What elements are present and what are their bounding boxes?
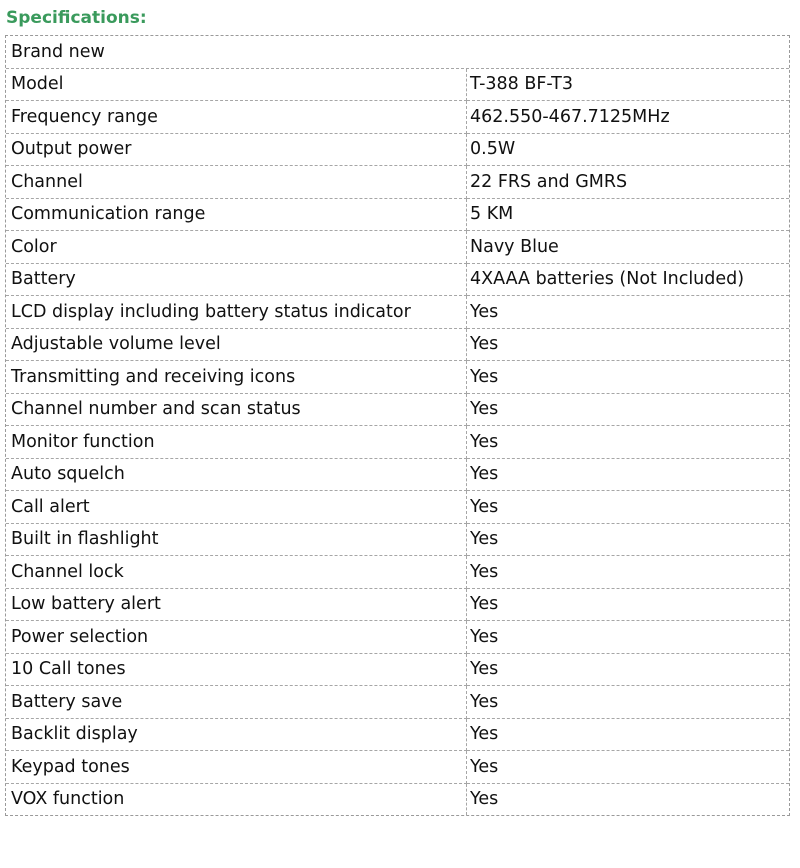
spec-row-value: 462.550-467.7125MHz xyxy=(467,101,789,134)
spec-row-value: Yes xyxy=(467,751,789,784)
spec-row-label: Built in flashlight xyxy=(6,524,467,557)
spec-row-value: Yes xyxy=(467,329,789,362)
spec-row-value: Yes xyxy=(467,621,789,654)
spec-row xyxy=(6,426,789,459)
spec-row-label: Monitor function xyxy=(6,426,467,459)
spec-row-label: Channel number and scan status xyxy=(6,394,467,427)
spec-row xyxy=(6,686,789,719)
spec-row-label: Low battery alert xyxy=(6,589,467,622)
spec-row-value: Yes xyxy=(467,426,789,459)
spec-row-label: Output power xyxy=(6,134,467,167)
spec-row xyxy=(6,231,789,264)
spec-row xyxy=(6,101,789,134)
spec-row-value: Yes xyxy=(467,394,789,427)
spec-row xyxy=(6,296,789,329)
spec-row xyxy=(6,394,789,427)
spec-row-value: 5 KM xyxy=(467,199,789,232)
spec-row-value: Yes xyxy=(467,361,789,394)
spec-row xyxy=(6,329,789,362)
spec-row-value: Yes xyxy=(467,686,789,719)
spec-row-value: Yes xyxy=(467,296,789,329)
spec-row-value: 4XAAA batteries (Not Included) xyxy=(467,264,789,297)
spec-row-value: Yes xyxy=(467,491,789,524)
spec-row xyxy=(6,134,789,167)
spec-row xyxy=(6,784,789,816)
specifications-heading: Specifications: xyxy=(6,8,147,28)
spec-row-value: 22 FRS and GMRS xyxy=(467,166,789,199)
spec-row-label: Battery xyxy=(6,264,467,297)
spec-row xyxy=(6,69,789,102)
spec-row-label: Call alert xyxy=(6,491,467,524)
spec-row-label: Channel xyxy=(6,166,467,199)
spec-row-label: Transmitting and receiving icons xyxy=(6,361,467,394)
spec-row xyxy=(6,621,789,654)
spec-row-label: Power selection xyxy=(6,621,467,654)
spec-row xyxy=(6,459,789,492)
spec-row xyxy=(6,491,789,524)
specifications-table xyxy=(5,35,790,816)
spec-row xyxy=(6,654,789,687)
spec-row-label: Adjustable volume level xyxy=(6,329,467,362)
specifications-table-body xyxy=(6,36,789,815)
spec-row-label: Keypad tones xyxy=(6,751,467,784)
spec-row-label: LCD display including battery status indicator xyxy=(6,296,467,329)
spec-row-value: Yes xyxy=(467,589,789,622)
spec-row-value: 0.5W xyxy=(467,134,789,167)
spec-row-label: Battery save xyxy=(6,686,467,719)
spec-row-value: Yes xyxy=(467,719,789,752)
spec-row-label: Model xyxy=(6,69,467,102)
spec-row xyxy=(6,36,789,69)
spec-row-value: Yes xyxy=(470,789,499,810)
spec-row xyxy=(6,264,789,297)
spec-row-value: Yes xyxy=(467,524,789,557)
spec-row xyxy=(6,199,789,232)
spec-row xyxy=(6,751,789,784)
spec-row-label: Communication range xyxy=(6,199,467,232)
spec-row-value: Yes xyxy=(467,459,789,492)
spec-row xyxy=(6,719,789,752)
spec-row xyxy=(6,556,789,589)
spec-row xyxy=(6,589,789,622)
spec-row-label: Channel lock xyxy=(6,556,467,589)
spec-row-label: Auto squelch xyxy=(6,459,467,492)
spec-row-label: Backlit display xyxy=(6,719,467,752)
spec-row-label: Brand new xyxy=(6,36,789,69)
spec-row xyxy=(6,361,789,394)
spec-row-value: Yes xyxy=(467,556,789,589)
spec-row-label: Frequency range xyxy=(6,101,467,134)
spec-row-label: VOX function xyxy=(6,784,467,816)
spec-row xyxy=(6,166,789,199)
spec-row xyxy=(6,524,789,557)
spec-row-value: Navy Blue xyxy=(467,231,789,264)
spec-row-label: 10 Call tones xyxy=(6,654,467,687)
spec-row-label: Color xyxy=(6,231,467,264)
spec-row-value: Yes xyxy=(467,654,789,687)
spec-row-value: T-388 BF-T3 xyxy=(467,69,789,102)
